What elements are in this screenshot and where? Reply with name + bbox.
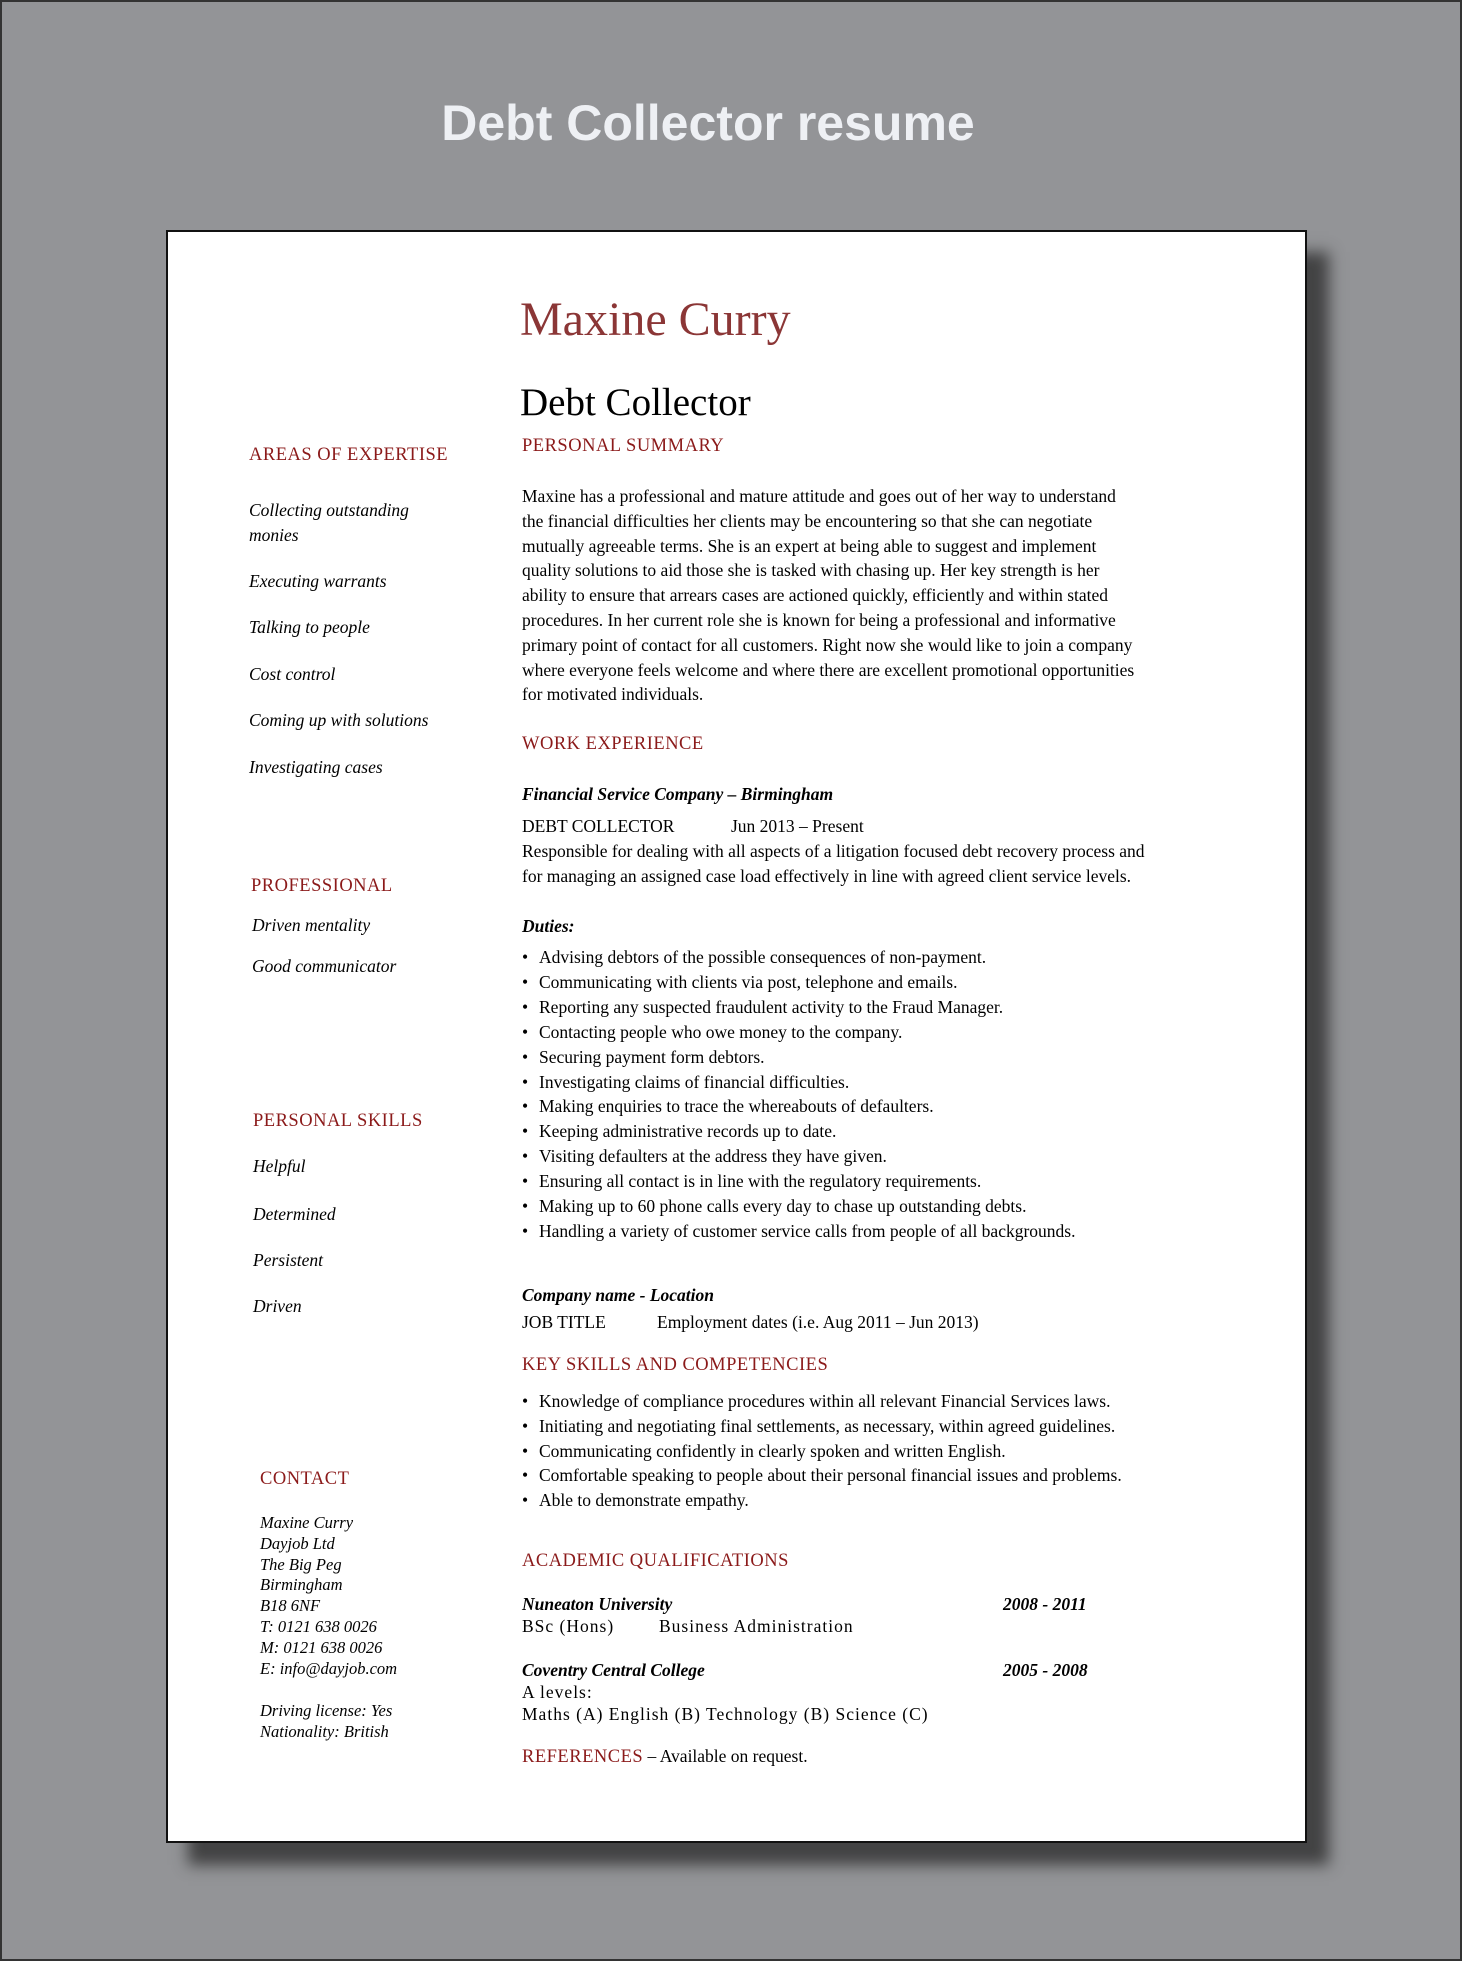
duty-item (522, 972, 957, 993)
key-skill-item (522, 1490, 749, 1511)
duty-item (522, 1047, 765, 1068)
duty-item (522, 1196, 1026, 1217)
contact-line: M: 0121 638 0026 (260, 1637, 383, 1657)
duty-text: Advising debtors of the possible consequences of non-payment. (539, 947, 987, 967)
bullet-icon: • (522, 1046, 529, 1067)
contact-line: Birmingham (260, 1575, 343, 1595)
duty-text: Visiting defaulters at the address they have given. (539, 1146, 887, 1167)
references (522, 1746, 808, 1768)
expertise-heading: AREAS OF EXPERTISE (249, 445, 449, 465)
bullet-icon: • (522, 1391, 529, 1411)
job1-dates: Jun 2013 – Present (731, 816, 864, 836)
contact-line: T: 0121 638 0026 (260, 1617, 377, 1636)
academic-heading: ACADEMIC QUALIFICATIONS (522, 1551, 789, 1571)
bullet-icon: • (522, 1415, 529, 1436)
summary-line: quality solutions to aid those she is tasked with chasing up. Her key strength is her (522, 560, 1100, 581)
bullet-icon: • (522, 1171, 529, 1192)
key-skill-text: Knowledge of compliance procedures within all relevant Financial Services laws. (539, 1391, 1111, 1411)
personal-skills-heading: PERSONAL SKILLS (253, 1111, 423, 1131)
bullet-icon: • (522, 996, 529, 1017)
key-skills-heading: KEY SKILLS AND COMPETENCIES (522, 1355, 829, 1375)
job2-dates: Employment dates (i.e. Aug 2011 – Jun 2013) (657, 1312, 979, 1332)
work-experience-heading: WORK EXPERIENCE (522, 734, 704, 754)
bullet-icon: • (522, 947, 529, 967)
duty-item (522, 1221, 1075, 1242)
banner-title: Debt Collector resume (441, 95, 975, 151)
key-skill-text: Able to demonstrate empathy. (539, 1490, 749, 1511)
personal-skill-item: Determined (253, 1204, 336, 1224)
duty-item (522, 1171, 981, 1192)
bullet-icon: • (522, 1096, 529, 1117)
bullet-icon: • (522, 1121, 529, 1142)
duty-item (522, 1096, 934, 1117)
expertise-item: Cost control (249, 664, 336, 684)
professional-item: Good communicator (252, 956, 397, 976)
duty-text: Investigating claims of financial difficulties. (539, 1071, 850, 1092)
duty-text: Keeping administrative records up to date. (539, 1121, 837, 1142)
edu-qualification: A levels: (522, 1682, 593, 1702)
duty-text: Securing payment form debtors. (539, 1046, 765, 1067)
driving-license: Driving license: Yes (260, 1701, 393, 1720)
expertise-item: Investigating cases (249, 757, 383, 777)
personal-skill-item: Persistent (253, 1250, 323, 1270)
bullet-icon: • (522, 1146, 529, 1167)
expertise-item: Collecting outstanding (249, 500, 409, 520)
key-skill-item (522, 1416, 1115, 1437)
professional-heading: PROFESSIONAL (251, 876, 393, 896)
bullet-icon: • (522, 1465, 529, 1486)
summary-line: primary point of contact for all customers. Right now she would like to join a company (522, 634, 1133, 655)
summary-line: ability to ensure that arrears cases are actioned quickly, efficiently and within stated (522, 585, 1109, 606)
personal-skill-item: Helpful (253, 1156, 306, 1176)
duty-item (522, 1146, 887, 1167)
contact-line: E: info@dayjob.com (260, 1658, 398, 1678)
expertise-item: Talking to people (249, 617, 370, 637)
duty-text: Handling a variety of customer service calls from people of all backgrounds. (539, 1220, 1076, 1241)
duty-item (522, 1022, 902, 1043)
job1-description-line: Responsible for dealing with all aspects of a litigation focused debt recovery process and (522, 841, 1145, 861)
expertise-item: Executing warrants (249, 571, 387, 591)
job-title: Debt Collector (520, 381, 751, 424)
bullet-icon: • (522, 1021, 529, 1042)
references-text: – Available on request. (643, 1746, 808, 1766)
bullet-icon: • (522, 1196, 529, 1216)
job1-description-line: for managing an assigned case load effectively in line with agreed client service levels. (522, 865, 1132, 886)
key-skill-item (522, 1391, 1110, 1412)
edu-degree: BSc (Hons) (522, 1616, 615, 1636)
edu-subject: Business Administration (659, 1616, 854, 1636)
duty-text: Reporting any suspected fraudulent activity to the Fraud Manager. (539, 996, 1004, 1017)
job1-title: DEBT COLLECTOR (522, 816, 675, 836)
duty-text: Ensuring all contact is in line with the regulatory requirements. (539, 1171, 982, 1192)
key-skill-item (522, 1441, 1006, 1462)
key-skill-text: Initiating and negotiating final settlements, as necessary, within agreed guidelines. (539, 1415, 1116, 1436)
nationality: Nationality: British (260, 1722, 389, 1741)
duty-text: Contacting people who owe money to the company. (539, 1021, 903, 1042)
edu-school: Coventry Central College (522, 1660, 705, 1680)
summary-line: mutually agreeable terms. She is an expert at being able to suggest and implement (522, 535, 1097, 556)
edu-school: Nuneaton University (522, 1594, 673, 1614)
bullet-icon: • (522, 1490, 529, 1511)
edu-grades: Maths (A) English (B) Technology (B) Science (C) (522, 1704, 929, 1724)
references-heading: REFERENCES (522, 1747, 644, 1767)
key-skill-text: Comfortable speaking to people about their personal financial issues and problems. (539, 1465, 1122, 1486)
bullet-icon: • (522, 1220, 529, 1241)
expertise-item: Coming up with solutions (249, 710, 429, 730)
duty-text: Making enquiries to trace the whereabouts of defaulters. (539, 1096, 934, 1117)
duty-item (522, 1072, 849, 1093)
contact-line: B18 6NF (260, 1596, 321, 1616)
duty-text: Communicating with clients via post, telephone and emails. (539, 971, 958, 992)
duty-item (522, 1121, 836, 1142)
summary-line: for motivated individuals. (522, 684, 704, 705)
job2-company: Company name - Location (522, 1285, 715, 1305)
bullet-icon: • (522, 971, 529, 992)
summary-line: the financial difficulties her clients may be encountering so that she can negotiate (522, 510, 1093, 531)
duty-text: Making up to 60 phone calls every day to chase up outstanding debts. (539, 1196, 1027, 1216)
professional-item: Driven mentality (252, 915, 371, 935)
summary-line: Maxine has a professional and mature attitude and goes out of her way to understand (522, 486, 1116, 506)
summary-line: procedures. In her current role she is known for being a professional and informative (522, 610, 1116, 630)
edu-dates: 2005 - 2008 (1003, 1660, 1088, 1680)
job2-title: JOB TITLE (522, 1312, 606, 1332)
contact-line: The Big Peg (260, 1554, 342, 1574)
summary-line: where everyone feels welcome and where there are excellent promotional opportunities (522, 659, 1135, 680)
summary-heading: PERSONAL SUMMARY (522, 436, 725, 456)
duty-item (522, 947, 986, 968)
contact-line: Maxine Curry (260, 1513, 354, 1532)
job1-company: Financial Service Company – Birmingham (522, 784, 834, 804)
bullet-icon: • (522, 1071, 529, 1092)
bullet-icon: • (522, 1440, 529, 1461)
edu-dates: 2008 - 2011 (1003, 1594, 1087, 1614)
duties-label: Duties: (522, 916, 575, 936)
candidate-name: Maxine Curry (520, 293, 791, 346)
key-skill-item (522, 1465, 1122, 1486)
duty-item (522, 997, 1003, 1018)
personal-skill-item: Driven (253, 1296, 302, 1316)
contact-line: Dayjob Ltd (260, 1533, 335, 1553)
key-skill-text: Communicating confidently in clearly spoken and written English. (539, 1440, 1006, 1461)
contact-heading: CONTACT (260, 1469, 350, 1489)
expertise-item: monies (249, 525, 299, 545)
